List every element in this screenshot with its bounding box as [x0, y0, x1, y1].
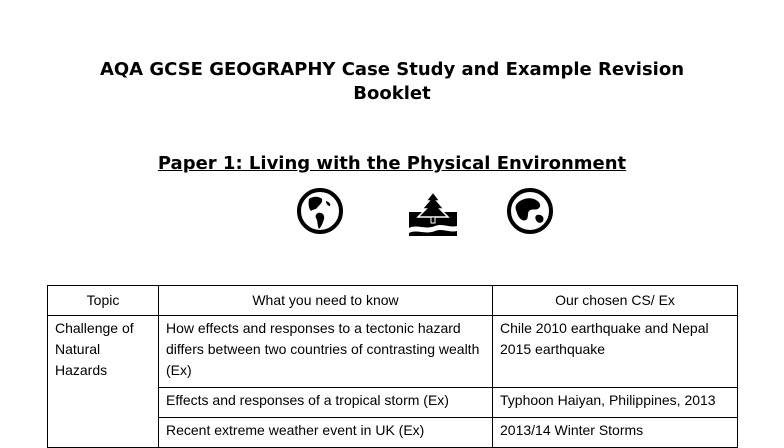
header-topic: Topic — [48, 286, 159, 316]
case-study-table — [47, 285, 738, 448]
chosen-cell: Chile 2010 earthquake and Nepal 2015 earthquake — [493, 316, 738, 388]
chosen-cell: Typhoon Haiyan, Philippines, 2013 — [493, 388, 738, 418]
need-cell: How effects and responses to a tectonic hazard differs between two countries of contrasting wealth (Ex) — [159, 316, 493, 388]
globe-americas-icon — [296, 187, 344, 235]
globe-eastern-icon — [506, 187, 554, 235]
title-line-2: Booklet — [353, 83, 431, 104]
forest-river-icon — [407, 190, 459, 238]
title-line-1: AQA GCSE GEOGRAPHY Case Study and Example Revision — [99, 59, 685, 80]
header-what-you-need-to-know: What you need to know — [159, 286, 493, 316]
need-cell: Effects and responses of a tropical storm (Ex) — [159, 388, 493, 418]
header-our-chosen-cs-ex: Our chosen CS/ Ex — [493, 286, 738, 316]
case-study-table-container — [47, 285, 738, 448]
table-header-row — [48, 286, 738, 316]
topic-cell: Challenge of Natural Hazards — [48, 316, 159, 448]
chosen-cell: 2013/14 Winter Storms — [493, 418, 738, 448]
need-cell: Recent extreme weather event in UK (Ex) — [159, 418, 493, 448]
paper-subtitle: Paper 1: Living with the Physical Environment — [157, 153, 627, 174]
table-row — [48, 316, 738, 388]
